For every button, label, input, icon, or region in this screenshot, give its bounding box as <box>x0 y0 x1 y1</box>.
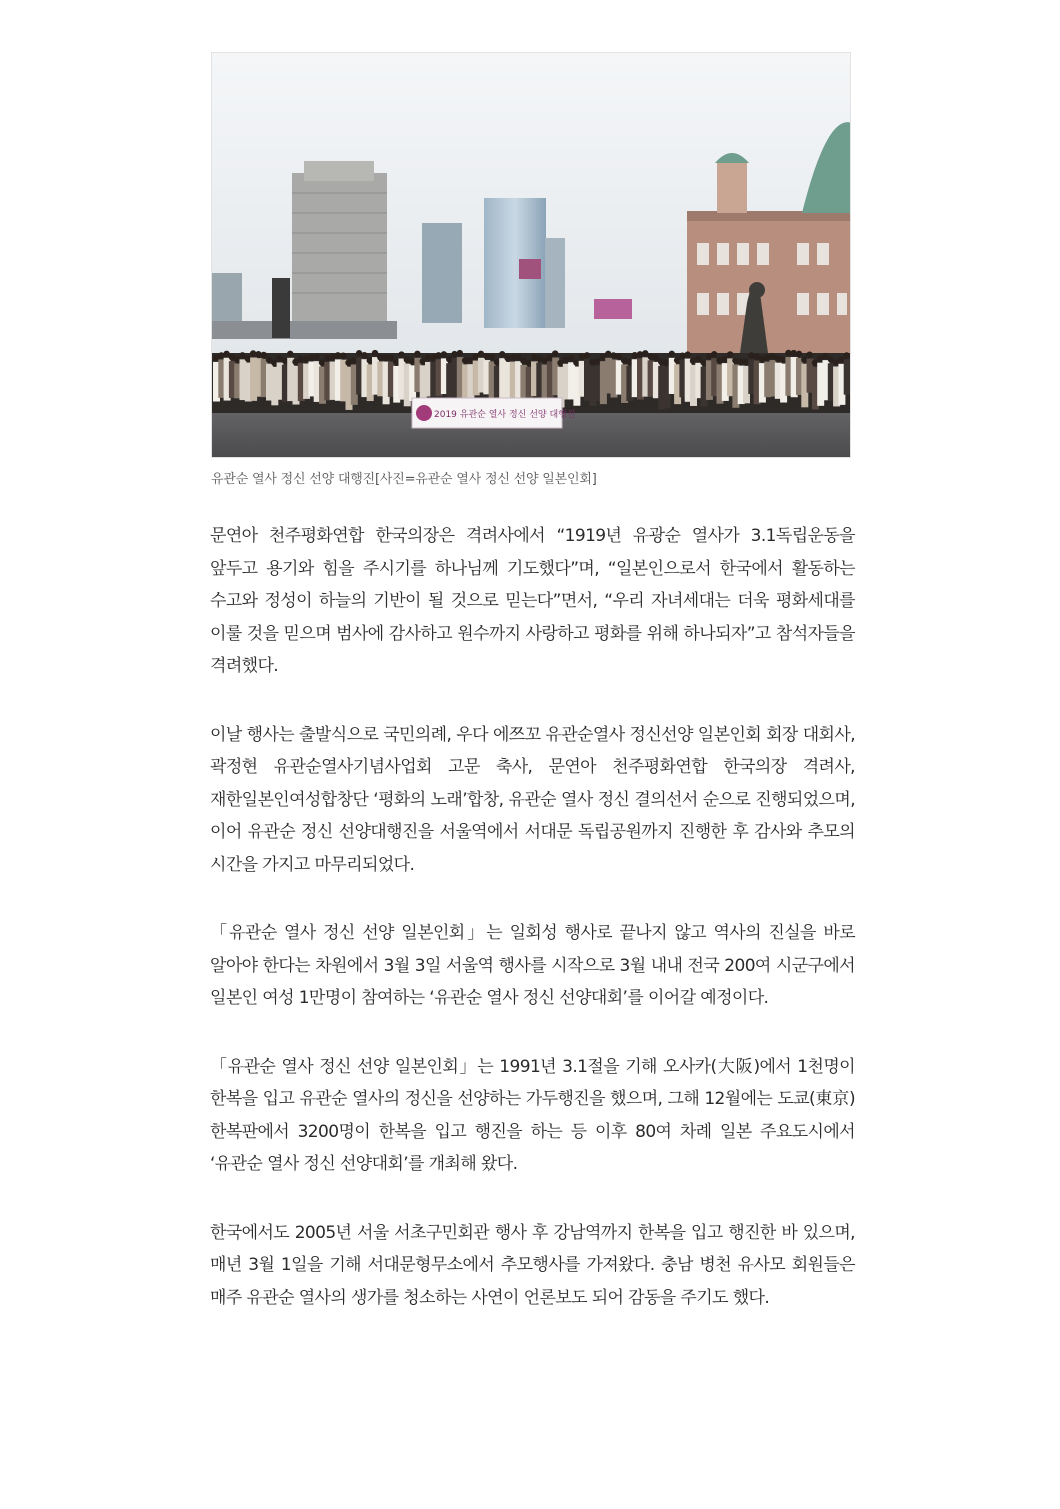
crowd-head <box>515 354 521 360</box>
crowd-head <box>372 350 378 356</box>
crowd-head <box>600 354 606 360</box>
crowd-head <box>780 356 786 362</box>
crowd-head <box>573 359 579 365</box>
crowd-head <box>653 355 659 361</box>
crowd-head <box>552 350 558 356</box>
crowd-head <box>685 351 691 357</box>
crowd-head <box>261 352 267 358</box>
billboard <box>594 299 632 319</box>
crowd-head <box>594 358 600 364</box>
crowd-head <box>223 351 229 357</box>
crowd-head <box>351 357 357 363</box>
overpass <box>212 321 397 339</box>
crowd-head <box>748 352 754 358</box>
crowd-head <box>271 360 277 366</box>
crowd-head <box>616 353 622 359</box>
crowd-head <box>414 351 420 357</box>
crowd-head <box>340 353 346 359</box>
crowd-head <box>806 351 812 357</box>
crowd-head <box>488 354 494 360</box>
crowd-head <box>796 351 802 357</box>
crowd-head <box>822 353 828 359</box>
event-group-photo <box>211 52 851 458</box>
paragraph-history-japan: 「유관순 열사 정신 선양 일본인회」는 1991년 3.1절을 기해 오사카(大阪)에서 1천명이 한복을 입고 유관순 열사의 정신을 선양하는 가두행진을 했으며, 그해 12월에는 도쿄(東京) 한복판에서 3200명이 한복을 입고 행진을 하는 등 이후 80여 차례 일본 주요도시에서 ‘유관순 열사 정신 선양대회’를 개최해 왔다. <box>210 1056 855 1174</box>
crowd-head <box>812 360 818 366</box>
crowd-head <box>828 356 834 362</box>
crowd-head <box>420 358 426 364</box>
photo-caption: 유관순 열사 정신 선양 대행진[사진=유관순 열사 정신 선양 일본인회] <box>211 472 597 487</box>
paragraph-plans: 「유관순 열사 정신 선양 일본인회」는 일회성 행사로 끝나지 않고 역사의 진실을 바로 알아야 한다는 차원에서 3월 3일 서울역 행사를 시작으로 3월 내내 전국 200여 시군구에서 일본인 여성 1만명이 참여하는 ‘유관순 열사 정신 선양대회’를 이어갈 예정이다. <box>210 923 855 1008</box>
crowd-head <box>844 352 850 358</box>
crowd-head <box>361 352 367 358</box>
group-photo-illustration <box>212 53 851 458</box>
crowd-head <box>695 356 701 362</box>
crowd-head <box>669 351 675 357</box>
crowd-head <box>467 357 473 363</box>
crowd-head <box>727 351 733 357</box>
crowd-head <box>732 357 738 363</box>
crowd-head <box>446 356 452 362</box>
skyscraper-left <box>292 161 387 323</box>
crowd-head <box>245 355 251 361</box>
crowd-head <box>632 352 638 358</box>
crowd-head <box>319 359 325 365</box>
crowd-head <box>457 350 463 356</box>
crowd-head <box>367 357 373 363</box>
crowd-head <box>838 357 844 363</box>
crowd-head <box>679 353 685 359</box>
crowd-head <box>711 351 717 357</box>
crowd-head <box>663 359 669 365</box>
crowd-head <box>234 356 240 362</box>
crowd-head <box>282 358 288 364</box>
paragraph-program: 이날 행사는 출발식으로 국민의례, 우다 에쯔꼬 유관순열사 정신선양 일본인회 회장 대회사, 곽정현 유관순열사기념사업회 고문 축사, 문연아 천주평화연합 한국의장 격려사, 재한일본인여성합창단 ‘평화의 노래’합창, 유관순 열사 정신 결의선서 순으로 진행되었으며, 이어 유관순 정신 선양대행진을 서울역에서 서대문 독립공원까지 진행한 후 감사와 추모의 시간을 가지고 마무리되었다. <box>210 724 855 875</box>
crowd-head <box>409 358 415 364</box>
crowd-head <box>700 359 706 365</box>
crowd-head <box>494 359 500 365</box>
crowd-head <box>499 351 505 357</box>
crowd-head <box>239 352 245 358</box>
crowd-head <box>568 355 574 361</box>
crowd-head <box>584 352 590 358</box>
crowd-head <box>441 351 447 357</box>
article-body <box>210 520 855 1350</box>
crowd-head <box>531 354 537 360</box>
crowd-head <box>435 352 441 358</box>
paragraph-history-korea: 한국에서도 2005년 서울 서초구민회관 행사 후 강남역까지 한복을 입고 행진한 바 있으며, 매년 3월 1일을 기해 서대문형무소에서 추모행사를 가져왔다. 충남 병천 유사모 회원들은 매주 유관순 열사의 생가를 청소하는 사연이 언론보도 되어 감동을 주기도 했다. <box>210 1222 855 1308</box>
crowd-person <box>844 359 851 394</box>
crowd-head <box>287 351 293 357</box>
crowd-head <box>801 357 807 363</box>
crowd-head <box>314 354 320 360</box>
crowd-head <box>398 351 404 357</box>
banner-text: 2019 유관순 열사 정신 선양 대행진 <box>434 410 576 420</box>
crowd-head <box>626 359 632 365</box>
paragraph-speech: 문연아 천주평화연합 한국의장은 격려사에서 “1919년 유광순 열사가 3.1독립운동을 앞두고 용기와 힘을 주시기를 하나님께 기도했다”며, “일본인으로서 한국에서 활동하는 수고와 정성이 하늘의 기반이 될 것으로 믿는다”면서, “우리 자녀세대는 더욱 평화세대를 이룰 것을 믿으며 범사에 감사하고 원수까지 사랑하고 평화를 위해 하나되자”고 참석자들을 격려했다. <box>210 526 855 676</box>
signpost <box>272 278 290 338</box>
crowd-head <box>547 354 553 360</box>
crowd-head <box>388 354 394 360</box>
crowd-head <box>393 359 399 365</box>
crowd-head <box>674 357 680 363</box>
crowd-head <box>526 360 532 366</box>
crowd-head <box>743 359 749 365</box>
crowd-head <box>722 356 728 362</box>
event-banner <box>412 398 576 428</box>
crowd-head <box>637 351 643 357</box>
crowd-head <box>451 351 457 357</box>
